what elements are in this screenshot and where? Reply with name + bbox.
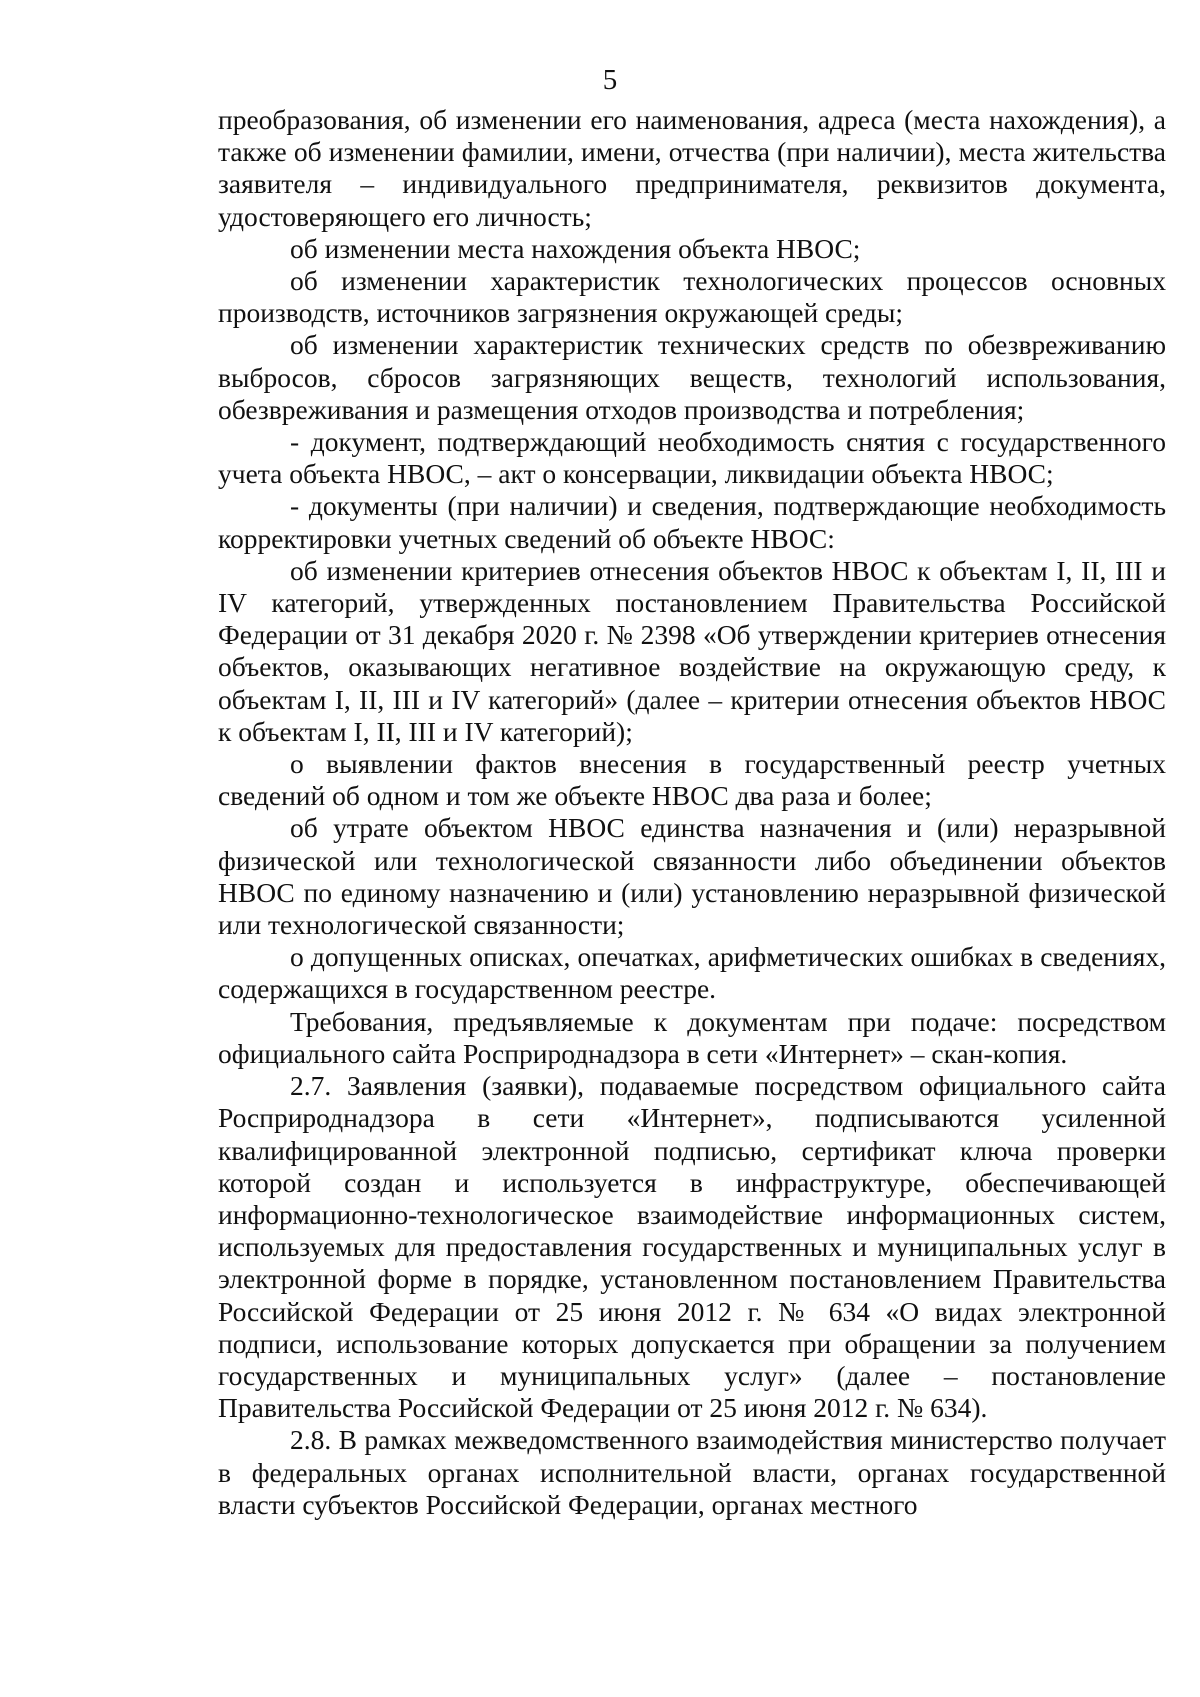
paragraph: о допущенных описках, опечатках, арифметических ошибках в сведениях, содержащихся в государственном реестре. (218, 941, 1166, 1005)
paragraph: Требования, предъявляемые к документам при подаче: посредством официального сайта Росприроднадзора в сети «Интернет» – скан-копия. (218, 1005, 1166, 1069)
paragraph: об изменении характеристик технологических процессов основных производств, источников загрязнения окружающей среды; (218, 265, 1166, 329)
document-body (218, 104, 1166, 1521)
paragraph: об изменении характеристик технических средств по обезвреживанию выбросов, сбросов загрязняющих веществ, технологий использования, обезвреживания и размещения отходов производства и потребления; (218, 329, 1166, 425)
paragraph: о выявлении фактов внесения в государственный реестр учетных сведений об одном и том же объекте НВОС два раза и более; (218, 748, 1166, 812)
paragraph: преобразования, об изменении его наименования, адреса (места нахождения), а также об изменении фамилии, имени, отчества (при наличии), места жительства заявителя – индивидуального предпринимателя, реквизитов документа, удостоверяющего его личность; (218, 104, 1166, 232)
paragraph: 2.7. Заявления (заявки), подаваемые посредством официального сайта Росприроднадзора в сети «Интернет», подписываются усиленной квалифицированной электронной подписью, сертификат ключа проверки которой создан и используется в инфраструктуре, обеспечивающей информационно-технологическое взаимодействие информационных систем, используемых для предоставления государственных и муниципальных услуг в электронной форме в порядке, установленном постановлением Правительства Российской Федерации от 25 июня 2012 г. № 634 «О видах электронной подписи, использование которых допускается при обращении за получением государственных и муниципальных услуг» (далее – постановление Правительства Российской Федерации от 25 июня 2012 г. № 634). (218, 1070, 1166, 1424)
paragraph: - документы (при наличии) и сведения, подтверждающие необходимость корректировки учетных сведений об объекте НВОС: (218, 490, 1166, 554)
paragraph: об изменении места нахождения объекта НВОС; (290, 232, 861, 264)
paragraph: об утрате объектом НВОС единства назначения и (или) неразрывной физической или технологической связанности либо объединении объектов НВОС по единому назначению и (или) установлению неразрывной физической или технологической связанности; (218, 812, 1166, 941)
paragraph: - документ, подтверждающий необходимость снятия с государственного учета объекта НВОС, – акт о консервации, ликвидации объекта НВОС; (218, 426, 1166, 490)
page-number: 5 (602, 64, 618, 96)
paragraph: об изменении критериев отнесения объектов НВОС к объектам I, II, III и IV категорий, утвержденных постановлением Правительства Российской Федерации от 31 декабря 2020 г. № 2398 «Об утверждении критериев отнесения объектов, оказывающих негативное воздействие на окружающую среду, к объектам I, II, III и IV категорий» (далее – критерии отнесения объектов НВОС к объектам I, II, III и IV категорий); (218, 554, 1166, 747)
paragraph: 2.8. В рамках межведомственного взаимодействия министерство получает в федеральных органах исполнительной власти, органах государственной власти субъектов Российской Федерации, органах местного (218, 1424, 1166, 1520)
